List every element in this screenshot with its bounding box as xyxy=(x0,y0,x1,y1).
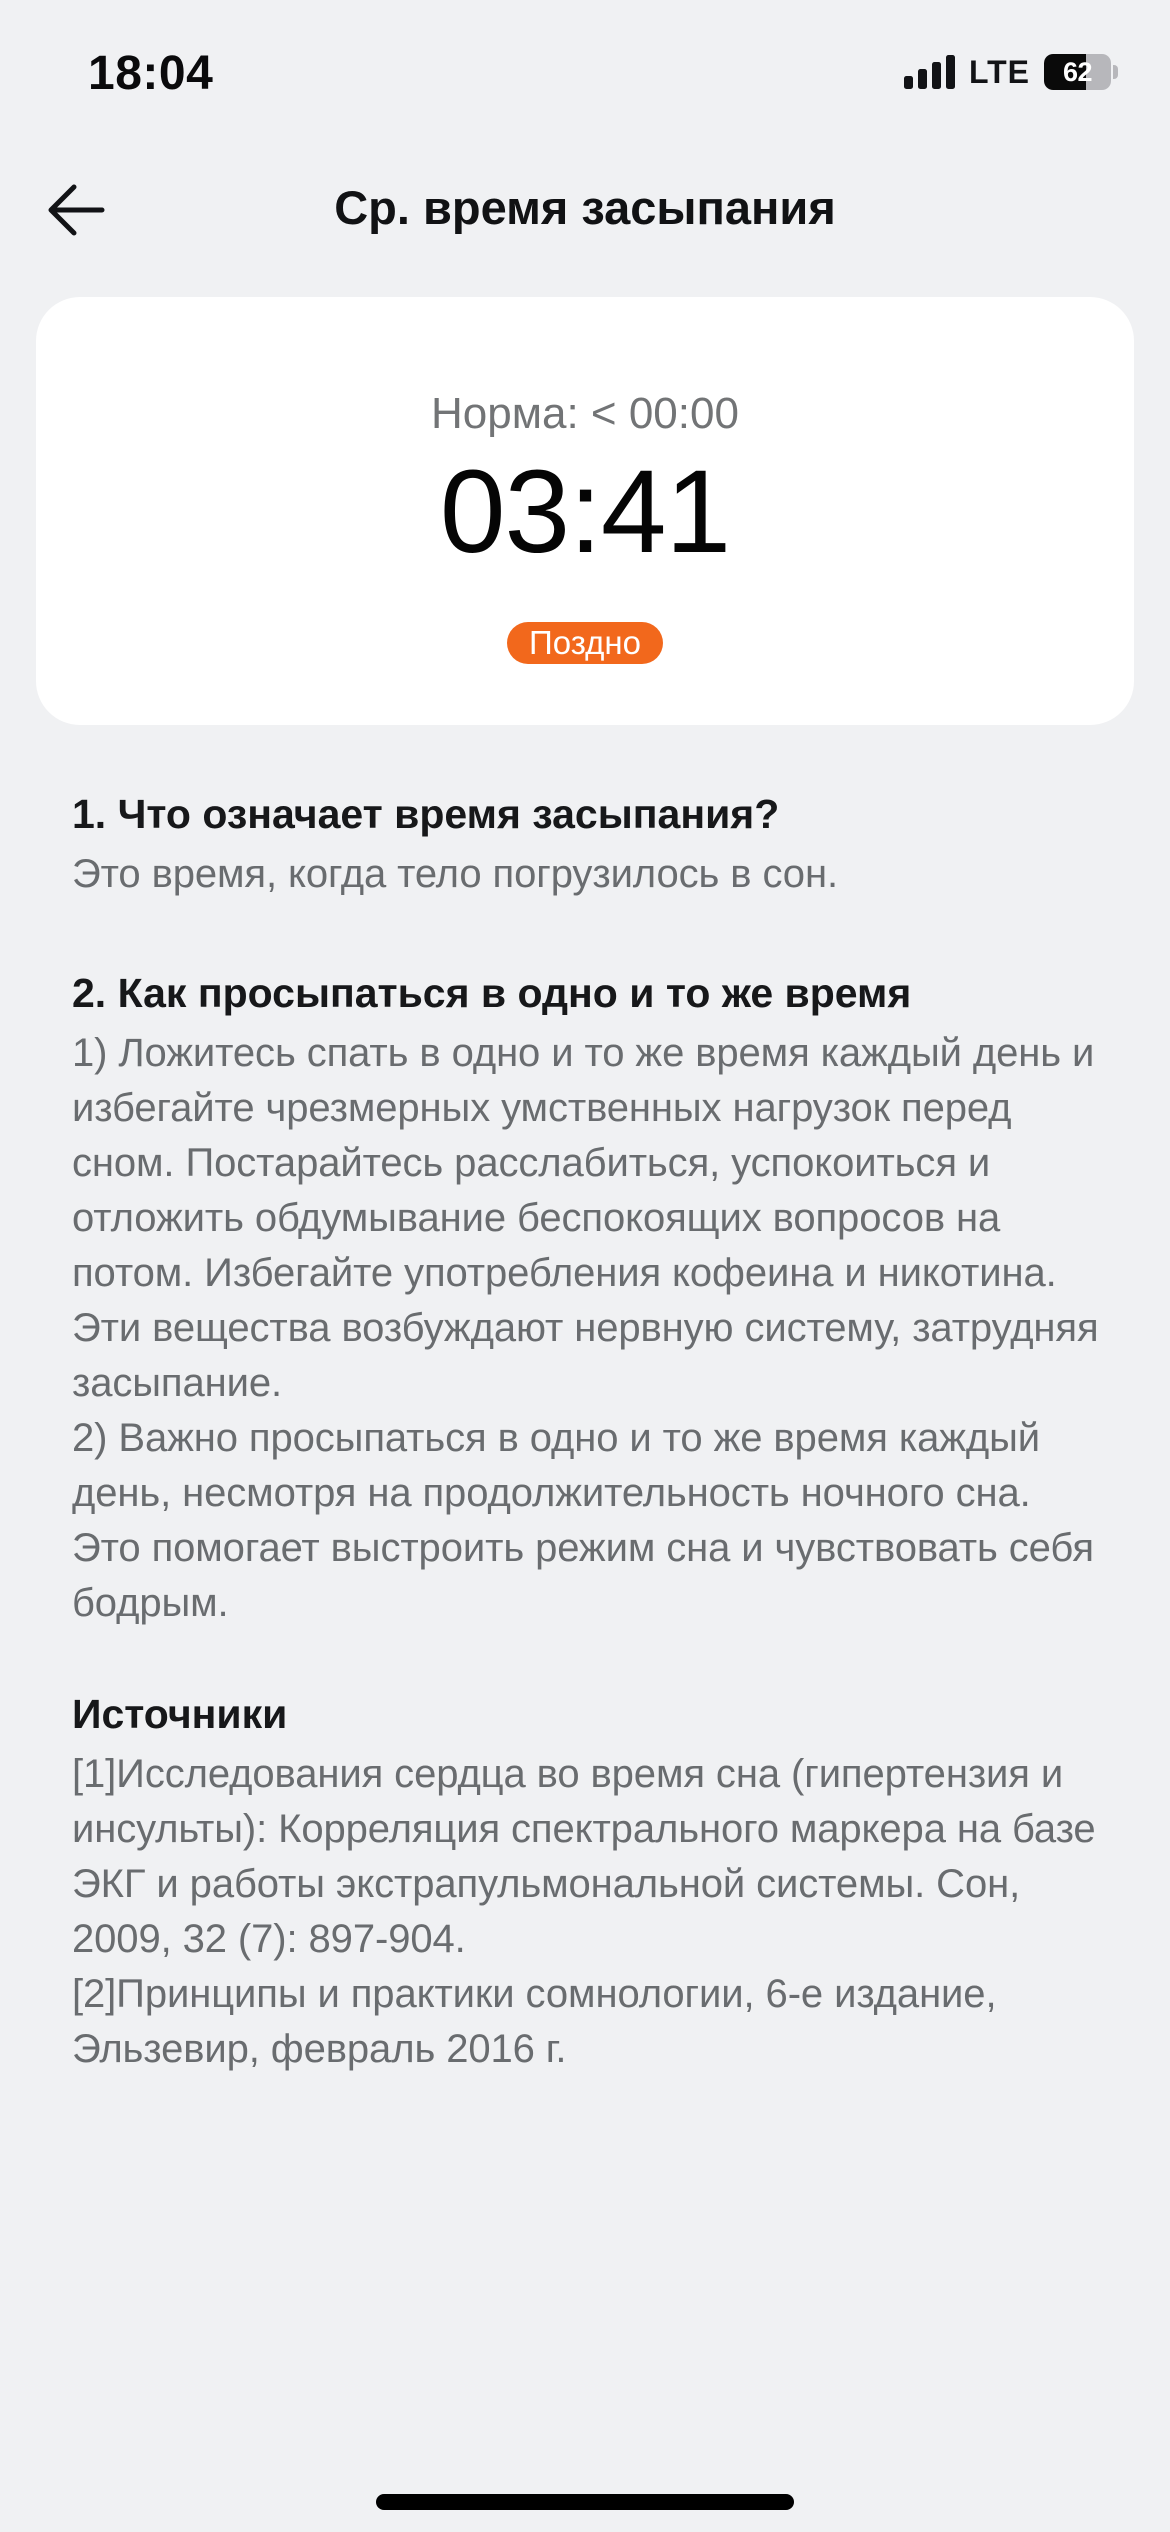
summary-card xyxy=(36,297,1134,725)
section-1-title: 1. Что означает время засыпания? xyxy=(72,791,780,837)
page-title: Ср. время засыпания xyxy=(334,181,836,234)
back-arrow-icon xyxy=(44,178,108,242)
section-1-paragraph: Это время, когда тело погрузилось в сон. xyxy=(72,852,838,896)
status-icons xyxy=(904,52,1118,92)
home-indicator[interactable] xyxy=(376,2494,794,2510)
source-reference: [2]Принципы и практики сомнологии, 6-е издание, Эльзевир, февраль 2016 г. xyxy=(72,1972,997,2071)
signal-strength-icon xyxy=(904,54,955,90)
back-button[interactable] xyxy=(44,174,140,246)
sources-title: Источники xyxy=(72,1691,288,1737)
battery-cap xyxy=(1113,65,1118,79)
status-time: 18:04 xyxy=(88,47,214,100)
section-2-paragraph: 2) Важно просыпаться в одно и то же время каждый день, несмотря на продолжительность ночного сна. Это помогает выстроить режим сна и чувствовать себя бодрым. xyxy=(72,1416,1094,1625)
source-reference: [1]Исследования сердца во время сна (гипертензия и инсульты): Корреляция спектрального маркера на базе ЭКГ и работы экстрапульмональной системы. Сон, 2009, 32 (7): 897-904. xyxy=(72,1752,1096,1961)
section-2-title: 2. Как просыпаться в одно и то же время xyxy=(72,970,912,1016)
norm-range-label: Норма: < 00:00 xyxy=(431,389,739,438)
article-content xyxy=(72,725,1106,2077)
network-type-label: LTE xyxy=(968,53,1030,90)
battery-percent-label: 62 xyxy=(1062,56,1093,87)
sleep-time-value: 03:41 xyxy=(439,446,731,578)
battery-icon xyxy=(1044,54,1118,90)
status-badge: Поздно xyxy=(507,622,663,664)
section-2-paragraph: 1) Ложитесь спать в одно и то же время каждый день и избегайте чрезмерных умственных нагрузок перед сном. Постарайтесь расслабиться, успокоиться и отложить обдумывание беспокоящих вопросов на потом. Избегайте употребления кофеина и никотина. Эти вещества возбуждают нервную систему, затрудняя засыпание. xyxy=(72,1031,1099,1405)
status-bar xyxy=(0,0,1170,110)
nav-header xyxy=(0,160,1170,256)
